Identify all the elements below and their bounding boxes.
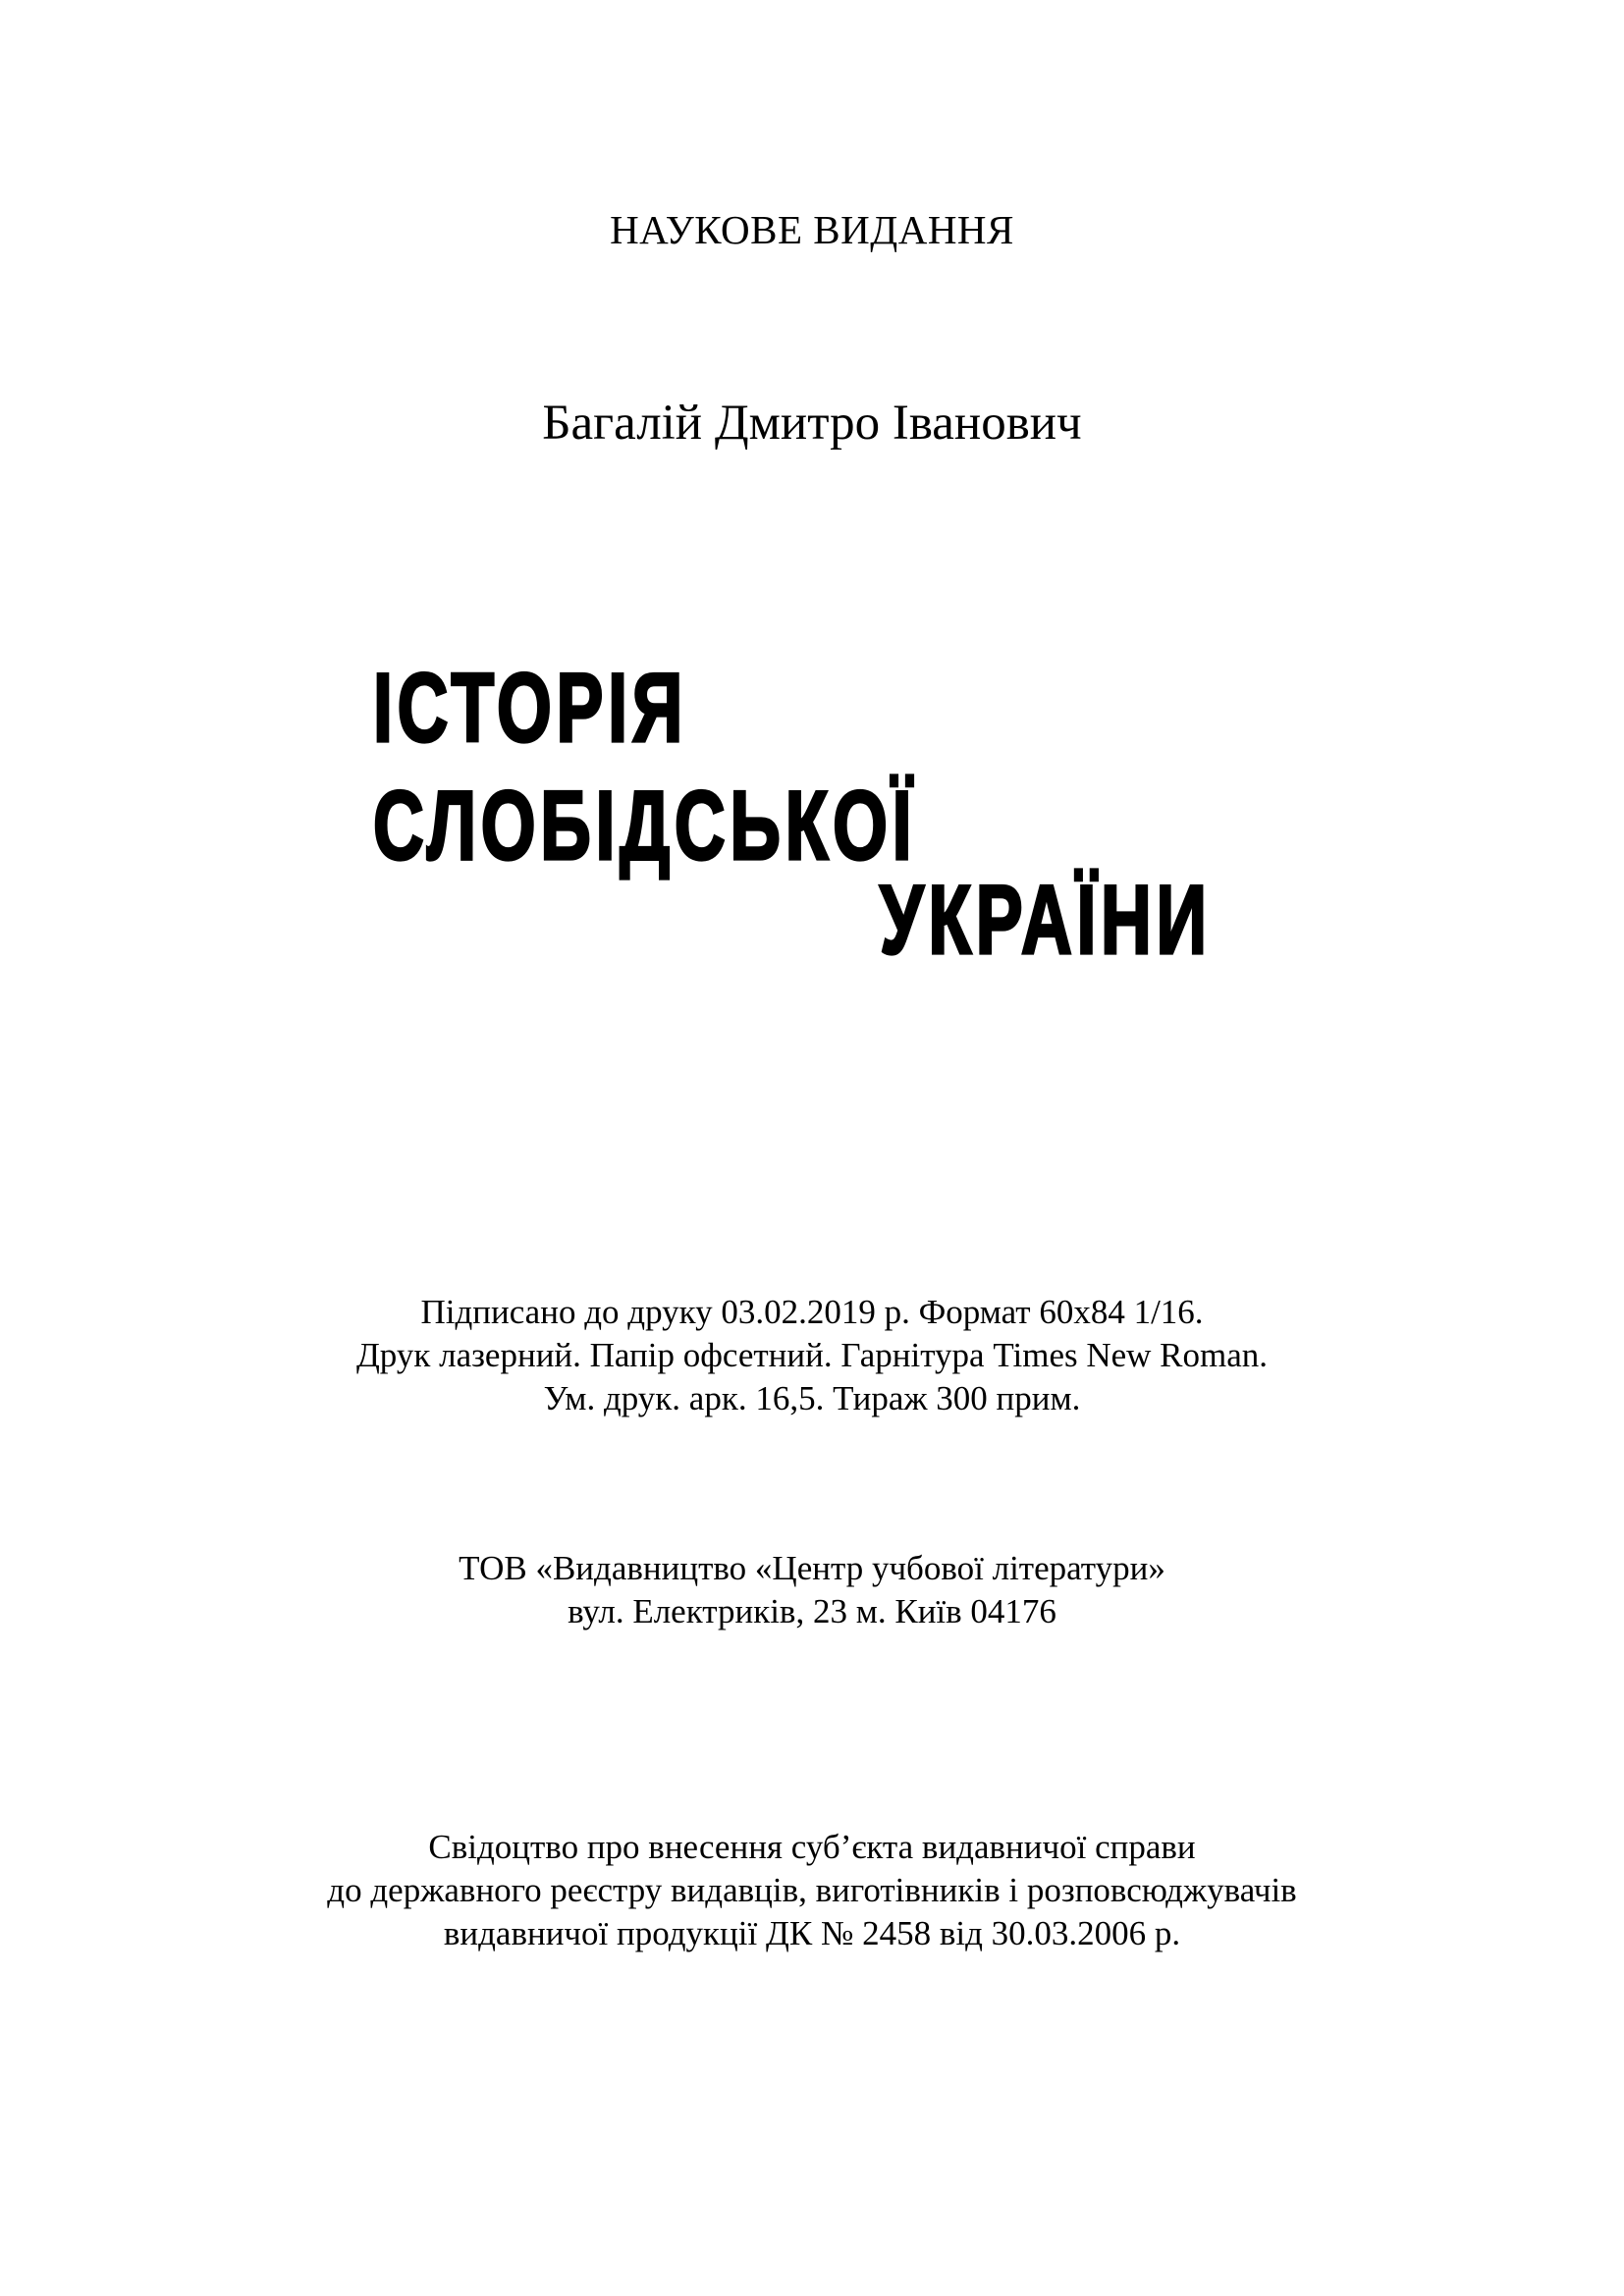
publisher-line-1: ТОВ «Видавництво «Центр учбової літератури» <box>459 1549 1165 1587</box>
certificate-line-3: видавничої продукції ДК № 2458 від 30.03.2006 р. <box>443 1914 1181 1952</box>
title-line-1: ІСТОРІЯ <box>373 654 687 763</box>
title-line-3: УКРАЇНИ <box>880 866 1212 975</box>
certificate-line-1: Свідоцтво про внесення суб’єкта видавничої справи <box>428 1828 1196 1866</box>
publisher-line-2: вул. Електриків, 23 м. Київ 04176 <box>568 1592 1056 1630</box>
author-name: Багалій Дмитро Іванович <box>542 396 1082 451</box>
certificate-line-2: до державного реєстру видавців, виготівників і розповсюджувачів <box>327 1871 1297 1909</box>
imprint-line-1: Підписано до друку 03.02.2019 р. Формат 60х84 1/16. <box>420 1293 1204 1331</box>
series-label: НАУКОВЕ ВИДАННЯ <box>610 207 1014 252</box>
imprint-line-2: Друк лазерний. Папір офсетний. Гарнітура Times New Roman. <box>355 1336 1269 1374</box>
imprint-line-3: Ум. друк. арк. 16,5. Тираж 300 прим. <box>543 1379 1081 1417</box>
title-line-2: СЛОБІДСЬКОЇ <box>373 772 917 881</box>
